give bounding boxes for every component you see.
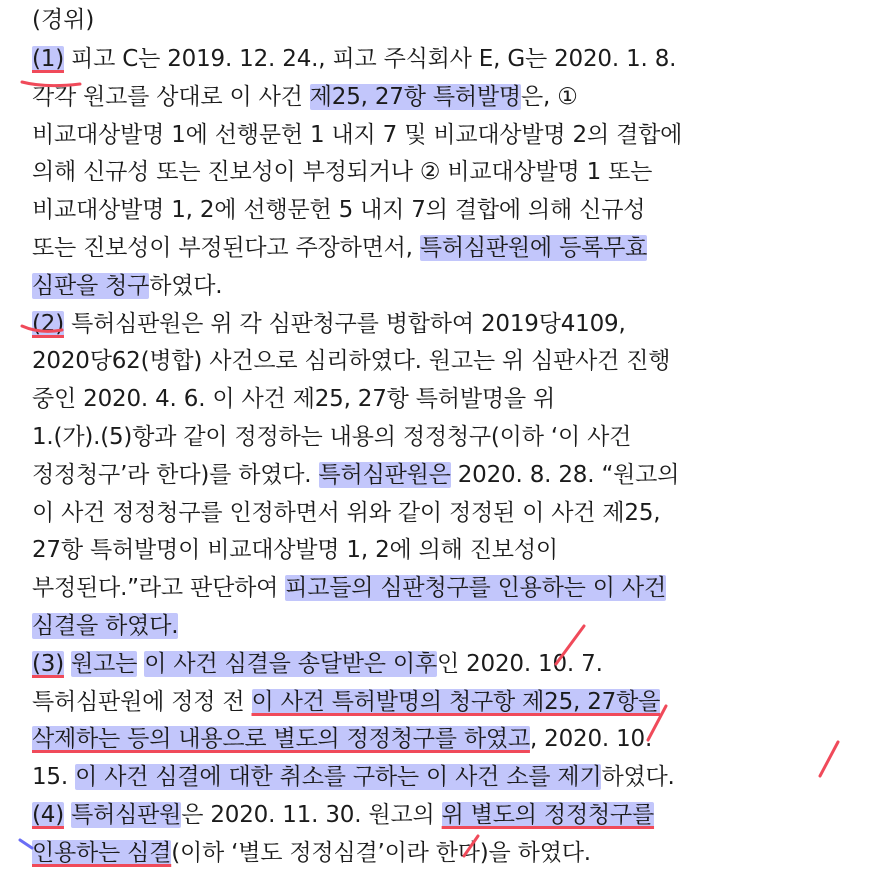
text-line: [32, 686, 660, 718]
text-segment: 27항 특허발명이 비교대상발명 1, 2에 의해 진보성이: [32, 537, 558, 564]
highlighted-text: 특허심판원: [71, 802, 182, 828]
text-line: [32, 572, 666, 604]
text-line: [32, 837, 591, 869]
highlighted-text: 심결을 하였다.: [32, 613, 179, 639]
highlighted-text: (4): [32, 802, 64, 828]
highlighted-text: 피고들의 심판청구를 인용하는 이 사건: [285, 575, 666, 602]
text-segment: 중인 2020. 4. 6. 이 사건 제25, 27항 특허발명을 위: [32, 386, 556, 413]
text-segment: 부정된다.”라고 판단하여: [32, 575, 286, 602]
text-segment: 특허심판원은 위 각 심판청구를 병합하여 2019당4109,: [63, 310, 626, 337]
text-segment: 인 2020. 10. 7.: [436, 650, 603, 677]
highlighted-text: 인용하는 심결: [32, 839, 172, 866]
text-segment: 하였다.: [149, 272, 223, 299]
text-segment: 비교대상발명 1에 선행문헌 1 내지 7 및 비교대상발명 2의 결합에: [32, 121, 683, 148]
highlighted-text: 제25, 27항 특허발명: [309, 83, 521, 110]
text-line: [32, 308, 626, 340]
text-line: [32, 270, 222, 302]
text-segment: , 2020. 10.: [529, 726, 653, 753]
text-line: [32, 723, 652, 755]
text-line: [32, 232, 647, 264]
text-segment: 은, ①: [520, 83, 578, 110]
highlighted-text: 이 사건 특허발명의 청구항 제25, 27항을: [251, 688, 661, 715]
highlighted-text: (1): [32, 46, 64, 72]
text-segment: 비교대상발명 1, 2에 선행문헌 5 내지 7의 결합에 의해 신규성: [32, 197, 646, 224]
text-segment: 2020. 8. 28. “원고의: [450, 461, 680, 488]
text-segment: 1.(가).(5)항과 같이 정정하는 내용의 정정청구(이하 ‘이 사건: [32, 424, 632, 450]
text-line: [32, 81, 578, 113]
text-line: [32, 43, 676, 75]
text-line: [32, 799, 654, 831]
text-segment: (이하 ‘별도 정정심결’이라 한다)을 하였다.: [171, 839, 591, 866]
text-line: [32, 119, 682, 151]
highlighted-text: 특허심판원은: [318, 461, 451, 488]
text-line: [32, 761, 675, 793]
text-segment: 은 2020. 11. 30. 원고의: [181, 802, 442, 828]
text-line: [32, 383, 555, 415]
text-line: [32, 345, 670, 377]
text-segment: 각각 원고를 상대로 이 사건: [32, 83, 310, 110]
pen-stroke: [20, 840, 32, 848]
text-line: [32, 648, 603, 680]
text-segment: 15.: [32, 764, 76, 791]
text-line: [32, 421, 631, 453]
text-segment: 피고 C는 2019. 12. 24., 피고 주식회사 E, G는 2020. 1. 8.: [63, 46, 677, 72]
text-line: [32, 534, 558, 566]
text-line: [32, 497, 660, 529]
pen-stroke: [820, 742, 838, 776]
text-segment: 정정청구’라 한다)를 하였다.: [32, 461, 319, 488]
highlighted-text: 심판을 청구: [32, 272, 150, 299]
highlighted-text: 삭제하는 등의 내용으로 별도의 정정청구를 하였고: [32, 726, 530, 753]
text-segment: 2020당62(병합) 사건으로 심리하였다. 원고는 위 심판사건 진행: [32, 348, 671, 375]
section-heading: (경위): [32, 7, 95, 33]
text-line: [32, 459, 679, 491]
highlighted-text: 원고는: [71, 650, 138, 677]
highlighted-text: 이 사건 심결을 송달받은 이후: [144, 650, 437, 677]
text-segment: 또는 진보성이 부정된다고 주장하면서,: [32, 235, 420, 261]
text-line: [32, 610, 178, 642]
text-segment: 특허심판원에 정정 전: [32, 688, 252, 715]
text-segment: 의해 신규성 또는 진보성이 부정되거나 ② 비교대상발명 1 또는: [32, 159, 653, 186]
highlighted-text: 위 별도의 정정청구를: [441, 802, 655, 828]
text-line: [32, 194, 645, 226]
text-segment: 이 사건 정정청구를 인정하면서 위와 같이 정정된 이 사건 제25,: [32, 499, 661, 526]
highlighted-text: 특허심판원에 등록무효: [419, 235, 648, 261]
highlighted-text: (2): [32, 310, 64, 337]
highlighted-text: 이 사건 심결에 대한 취소를 구하는 이 사건 소를 제기: [75, 764, 602, 791]
text-line: [32, 156, 652, 188]
highlighted-text: (3): [32, 650, 64, 677]
text-segment: 하였다.: [601, 764, 675, 791]
